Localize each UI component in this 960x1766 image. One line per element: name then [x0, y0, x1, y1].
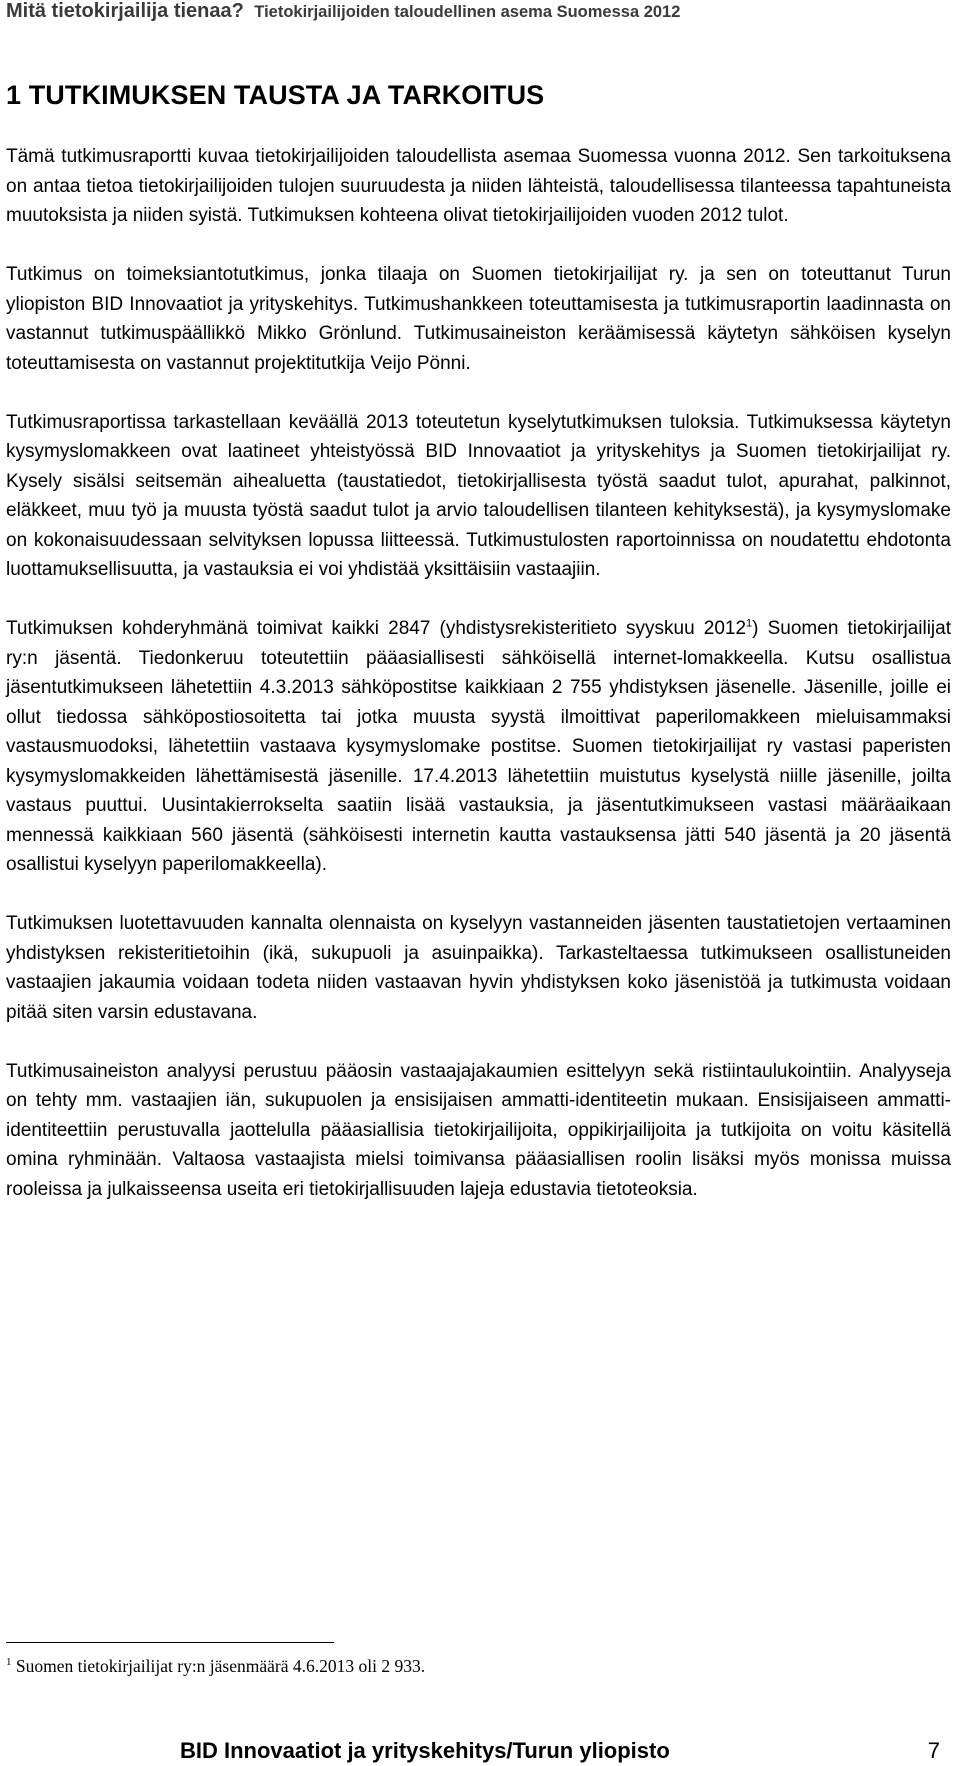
running-header: [6, 0, 956, 32]
paragraph-1: Tämä tutkimusraportti kuvaa tietokirjailijoiden taloudellista asemaa Suomessa vuonna 2012. Sen tarkoituksena on antaa tietoa tietokirjailijoiden tulojen suuruudesta ja niiden lähteistä, taloudellisessa tilanteessa tapahtuneista muutoksista ja niiden syistä. Tutkimuksen kohteena olivat tietokirjailijoiden vuoden 2012 tulot.: [6, 146, 951, 226]
footnote-divider: [6, 1642, 334, 1643]
section-heading: 1 TUTKIMUKSEN TAUSTA JA TARKOITUS: [6, 80, 545, 110]
paragraph-3: Tutkimusraportissa tarkastellaan keväällä 2013 toteutetun kyselytutkimuksen tuloksia. Tutkimuksessa käytetyn kysymyslomakkeen ovat laatineet yhteistyössä BID Innovaatiot ja yrityskehitys ja Suomen tietokirjailijat ry. Kysely sisälsi seitsemän aihealuetta (taustatiedot, tietokirjallisesta työstä saadut tulot, apurahat, palkinnot, eläkkeet, muu työ ja muusta työstä saadut tulot ja arvio taloudellisen tilanteen kehityksestä), ja kysymyslomake on kokonaisuudessaan selvityksen lopussa liitteessä. Tutkimustulosten raportoinnissa on noudatettu ehdotonta luottamuksellisuutta, ja vastauksia ei voi yhdistää yksittäisiin vastaajiin.: [6, 411, 951, 580]
paragraph-6: Tutkimusaineiston analyysi perustuu pääosin vastaajajakaumien esittelyyn sekä ristiintaulukointiin. Analyyseja on tehty mm. vastaajien iän, sukupuolen ja ensisijaisen ammatti-identiteetin mukaan. Ensisijaiseen ammatti-identiteettiin perustuvalla jaottelulla pääasiallisia tietokirjailijoita, oppikirjailijoita ja tutkijoita on voitu käsitellä omina ryhminään. Valtaosa vastaajista mielsi toimivansa pääasiallisen roolin lisäksi myös monissa muissa rooleissa ja julkaisseensa useita eri tietokirjallisuuden lajeja edustavia tietoteoksia.: [6, 1060, 951, 1200]
header-subtitle: Tietokirjailijoiden taloudellinen asema Suomessa 2012: [254, 3, 681, 21]
paragraph-2: Tutkimus on toimeksiantotutkimus, jonka tilaaja on Suomen tietokirjailijat ry. ja sen on toteuttanut Turun yliopiston BID Innovaatiot ja yrityskehitys. Tutkimushankkeen toteuttamisesta ja tutkimusraportin laadinnasta on vastannut tutkimuspäällikkö Mikko Grönlund. Tutkimusaineiston keräämisessä käytetyn sähköisen kyselyn toteuttamisesta on vastannut projektitutkija Veijo Pönni.: [6, 264, 951, 374]
body-text: [6, 142, 951, 1234]
page-number: 7: [927, 1738, 940, 1763]
paragraph-4: [6, 614, 951, 880]
footnote-text: Suomen tietokirjailijat ry:n jäsenmäärä 4.6.2013 oli 2 933.: [15, 1656, 426, 1676]
header-title: Mitä tietokirjailija tienaa?: [6, 0, 244, 22]
paragraph-5: Tutkimuksen luotettavuuden kannalta olennaista on kyselyyn vastanneiden jäsenten taustatietojen vertaaminen yhdistyksen rekisteritietoihin (ikä, sukupuoli ja asuinpaikka). Tarkasteltaessa tutkimukseen osallistuneiden vastaajien jakaumia voidaan todeta niiden vastaavan hyvin yhdistyksen koko jäsenistöä ja tutkimusta voidaan pitää siten varsin edustavana.: [6, 913, 951, 1023]
paragraph-4-end: ) Suomen tietokirjailijat ry:n jäsentä. Tiedonkeruu toteutettiin pääasiallisesti sähköisellä internet-lomakkeella. Kutsu osallistua jäsentutkimukseen lähetettiin 4.3.2013 sähköpostitse kaikkiaan 2 755 yhdistyksen jäsenelle. Jäsenille, joille ei ollut tiedossa sähköpostiosoitetta tai jotka muusta syystä ilmoittivat paperilomakkeen mieluisammaksi vastausmuodoksi, lähetettiin vastaava kysymyslomake postitse. Suomen tietokirjailijat ry vastasi paperisten kysymyslomakkeiden lähettämisestä jäsenille. 17.4.2013 lähetettiin muistutus kyselystä niille jäsenille, joilta vastaus puuttui. Uusintakierrokselta saatiin lisää vastauksia, ja jäsentutkimukseen vastasi määräaikaan mennessä kaikkiaan 560 jäsentä (sähköisesti internetin kautta vastauksensa jätti 540 jäsentä ja 20 jäsentä osallistui kyselyyn paperilomakkeella).: [6, 618, 951, 875]
footnote-marker: 1: [6, 1656, 12, 1669]
paragraph-4-start: Tutkimuksen kohderyhmänä toimivat kaikki 2847 (yhdistysrekisteritieto syyskuu 2012: [6, 618, 747, 639]
footnote-reference: 1: [746, 617, 753, 630]
footnote: [6, 1656, 425, 1677]
running-footer: BID Innovaatiot ja yrityskehitys/Turun yliopisto: [180, 1738, 670, 1763]
